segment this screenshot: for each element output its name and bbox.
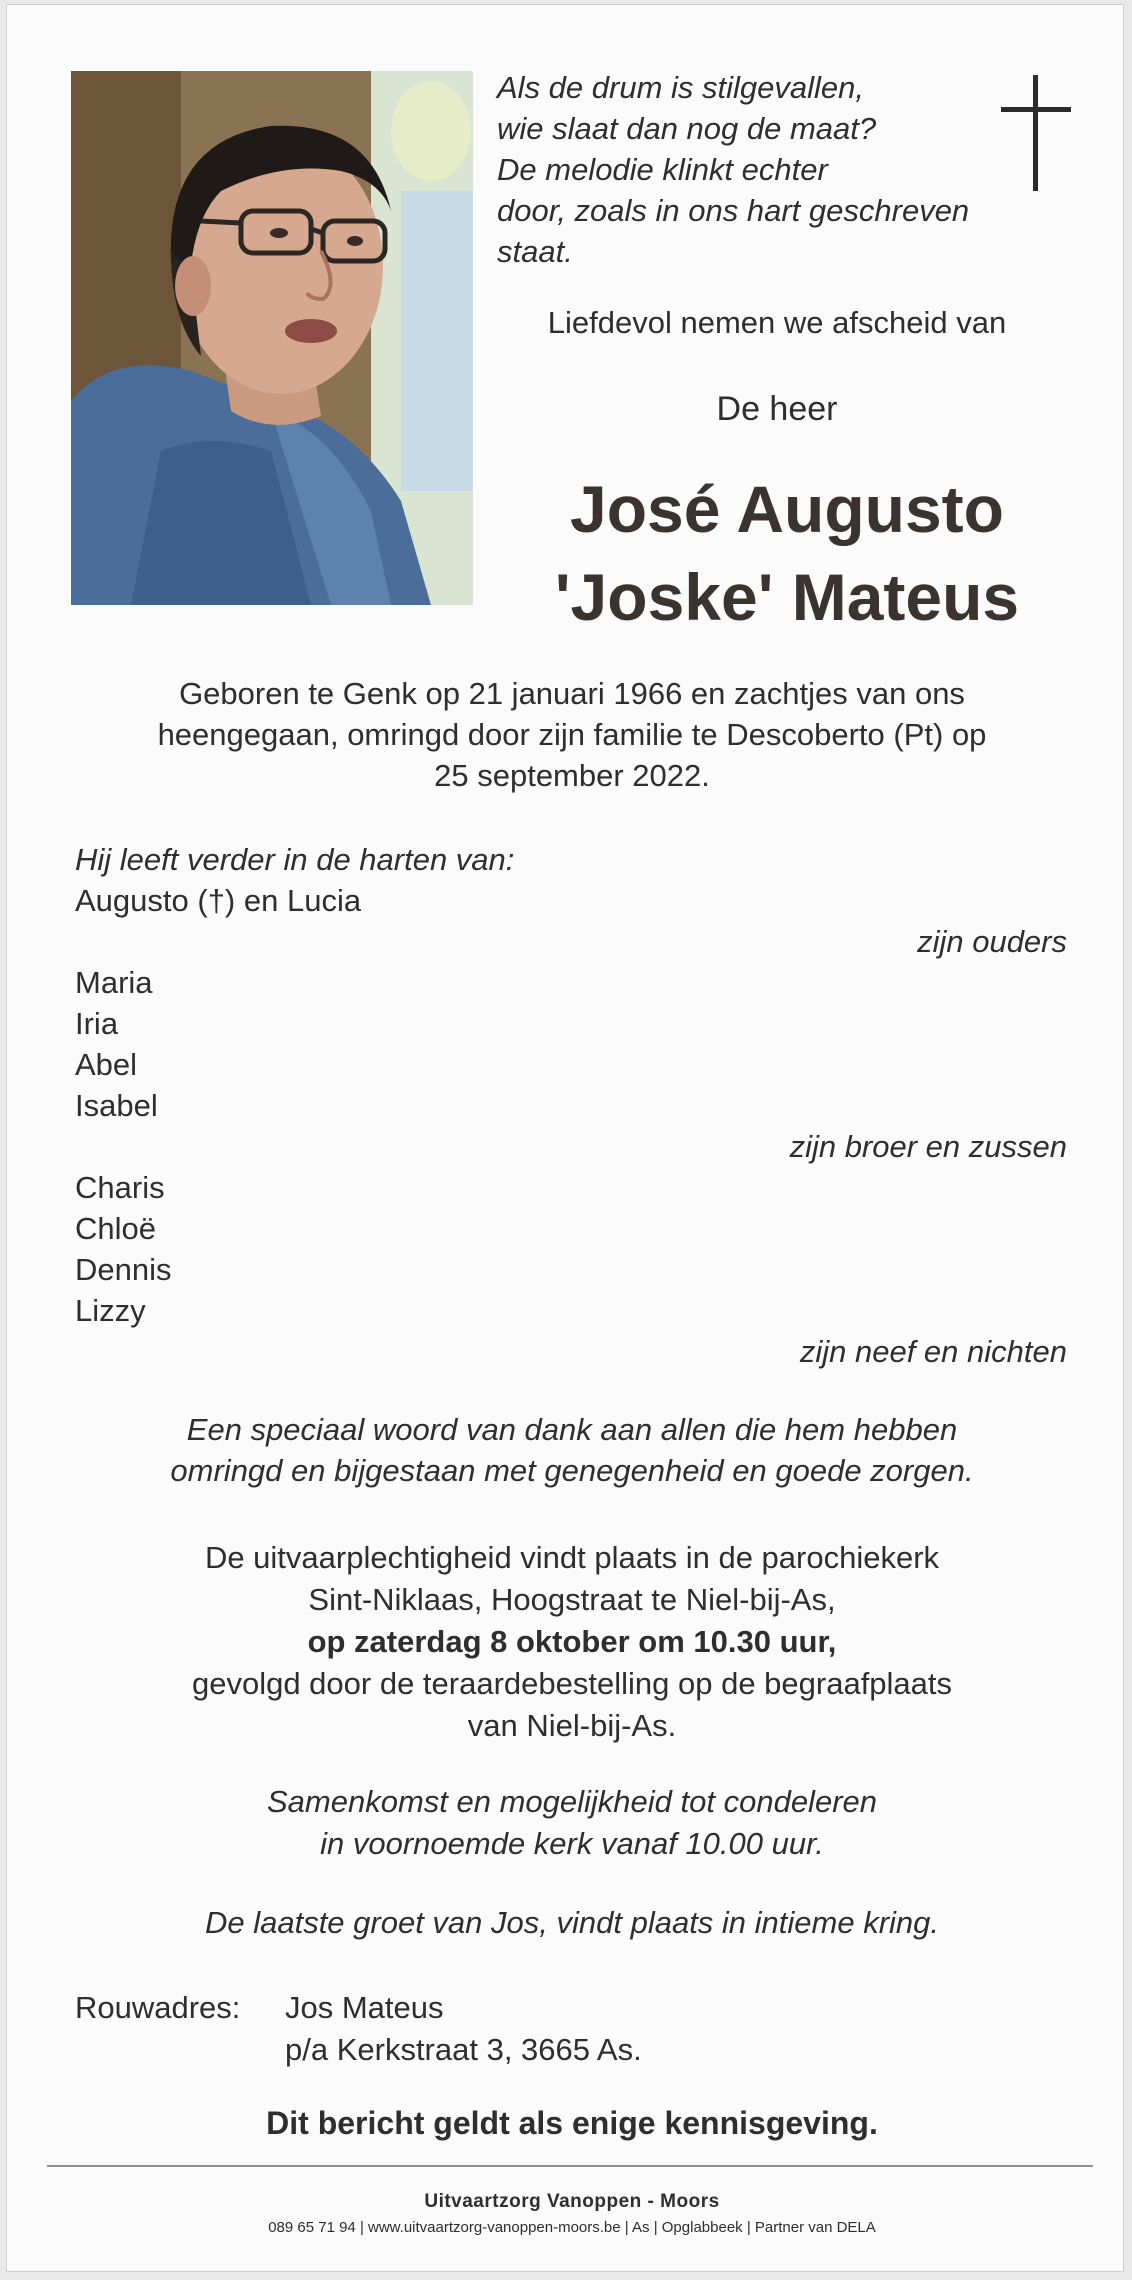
gathering-line: in voornoemde kerk vanaf 10.00 uur. [320, 1826, 824, 1861]
family-member: Augusto (†) en Lucia [75, 883, 362, 918]
family-member: Maria [75, 965, 153, 1000]
family-group-siblings [75, 962, 1067, 1167]
ceremony-line: gevolgd door de teraardebestelling op de begraafplaats [191, 1666, 953, 1701]
family-member: Charis [75, 1170, 165, 1205]
poem-line: Als de drum is stilgevallen, [497, 70, 864, 105]
family-member: Isabel [75, 1088, 158, 1123]
title-prefix: De heer [716, 390, 838, 428]
address-line: Jos Mateus [285, 1990, 444, 2025]
footer-divider [47, 2165, 1093, 2167]
farewell-intro: Liefdevol nemen we afscheid van [547, 305, 1007, 340]
notice-text: Dit bericht geldt als enige kennisgeving. [266, 2105, 878, 2141]
ceremony-line: Sint-Niklaas, Hoogstraat te Niel-bij-As, [308, 1582, 836, 1617]
birth-line: Geboren te Genk op 21 januari 1966 en zachtjes van ons [179, 676, 965, 711]
family-member: Iria [75, 1006, 119, 1041]
address-line: p/a Kerkstraat 3, 3665 As. [285, 2032, 642, 2067]
family-group-parents [75, 880, 1067, 962]
name-line-1: José Augusto [570, 472, 1004, 546]
address-lines [285, 1987, 642, 2071]
ceremony-line: De uitvaarplechtigheid vindt plaats in de parochiekerk [204, 1540, 940, 1575]
family-member: Dennis [75, 1252, 172, 1287]
name-line-2: 'Joske' Mateus [554, 560, 1020, 634]
family-member: Abel [75, 1047, 138, 1082]
portrait-photo [71, 71, 473, 605]
address-label: Rouwadres: [75, 1990, 241, 2025]
thanks-text [57, 1409, 1087, 1491]
thanks-line: omringd en bijgestaan met genegenheid en goede zorgen. [170, 1453, 974, 1488]
family-list [75, 839, 1067, 1372]
poem-line: door, zoals in ons hart geschreven [497, 193, 970, 228]
family-lead: Hij leeft verder in de harten van: [75, 842, 515, 877]
cross-icon [1001, 75, 1071, 191]
birth-death-text [57, 673, 1087, 796]
ceremony-line: van Niel-bij-As. [467, 1708, 677, 1743]
gathering-line: Samenkomst en mogelijkheid tot condeleren [266, 1784, 877, 1819]
birth-line: 25 september 2022. [434, 758, 710, 793]
family-relation: zijn ouders [917, 924, 1067, 959]
family-member: Chloë [75, 1211, 156, 1246]
poem-line: wie slaat dan nog de maat? [497, 111, 877, 146]
funeral-home-name: Uitvaartzorg Vanoppen - Moors [424, 2191, 720, 2212]
thanks-line: Een speciaal woord van dank aan allen die hem hebben [186, 1412, 958, 1447]
poem-line: De melodie klinkt echter [497, 152, 828, 187]
family-relation: zijn neef en nichten [799, 1334, 1067, 1369]
poem-line: staat. [497, 234, 573, 269]
poem [497, 67, 1077, 272]
birth-line: heengegaan, omringd door zijn familie te Descoberto (Pt) op [157, 717, 987, 752]
deceased-name [477, 465, 1097, 641]
family-group-cousins [75, 1167, 1067, 1372]
ceremony-date: op zaterdag 8 oktober om 10.30 uur, [307, 1624, 837, 1659]
family-member: Lizzy [75, 1293, 146, 1328]
family-relation: zijn broer en zussen [789, 1129, 1067, 1164]
memorial-card [6, 4, 1124, 2272]
last-greeting: De laatste groet van Jos, vindt plaats in intieme kring. [204, 1905, 940, 1940]
ceremony-details [57, 1537, 1087, 1747]
funeral-home-contact: 089 65 71 94 | www.uitvaartzorg-vanoppen-moors.be | As | Opglabbeek | Partner van DELA [268, 2219, 876, 2236]
gathering-text [57, 1781, 1087, 1865]
